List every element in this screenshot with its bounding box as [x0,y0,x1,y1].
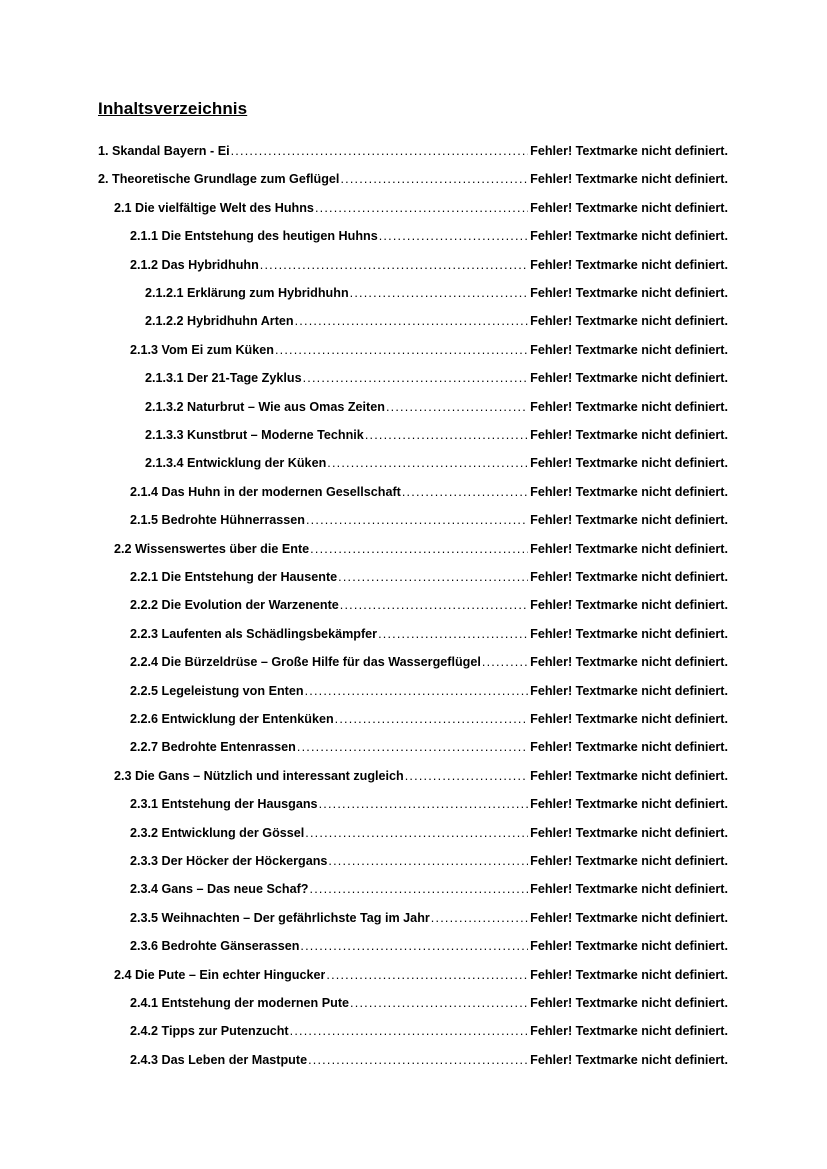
toc-dot-leader [305,822,528,844]
toc-page-reference: Fehler! Textmarke nicht definiert. [530,257,728,272]
toc-dot-leader [402,481,528,503]
toc-entry[interactable] [145,452,728,474]
toc-entry[interactable] [130,225,728,247]
toc-dot-leader [340,168,528,190]
toc-page-reference: Fehler! Textmarke nicht definiert. [530,513,728,528]
toc-page-reference: Fehler! Textmarke nicht definiert. [530,484,728,499]
toc-dot-leader [308,1049,528,1071]
toc-dot-leader [305,680,529,702]
toc-dot-leader [386,396,528,418]
toc-entry-label: 2.2 Wissenswertes über die Ente [114,541,310,556]
toc-page-reference: Fehler! Textmarke nicht definiert. [530,655,728,670]
toc-dot-leader [310,878,529,900]
toc-entry[interactable] [130,509,728,531]
toc-entry-label: 2.2.6 Entwicklung der Entenküken [130,712,334,726]
toc-entry-label: 2. Theoretische Grundlage zum Geflügel [98,172,340,187]
toc-dot-leader [431,907,528,929]
toc-dot-leader [260,254,528,276]
toc-dot-leader [327,452,528,474]
toc-dot-leader [350,992,528,1014]
toc-dot-leader [303,367,529,389]
toc-entry[interactable] [130,1020,728,1042]
toc-page-reference: Fehler! Textmarke nicht definiert. [530,570,728,584]
toc-page-reference: Fehler! Textmarke nicht definiert. [530,200,728,215]
toc-entry-label: 2.4.1 Entstehung der modernen Pute [130,996,350,1010]
toc-page-reference: Fehler! Textmarke nicht definiert. [530,286,728,300]
toc-entry-label: 2.3.2 Entwicklung der Gössel [130,825,305,840]
toc-dot-leader [350,282,529,304]
toc-entry[interactable] [114,964,728,986]
toc-page-reference: Fehler! Textmarke nicht definiert. [530,854,728,868]
toc-page-reference: Fehler! Textmarke nicht definiert. [530,456,728,471]
toc-entry-label: 2.1.2 Das Hybridhuhn [130,257,259,272]
toc-entry-label: 2.1.4 Das Huhn in der modernen Gesellschaft [130,484,401,499]
toc-dot-leader [338,566,528,588]
toc-entry-label: 2.1.3.1 Der 21-Tage Zyklus [145,371,302,386]
toc-entry[interactable] [145,310,728,332]
toc-entry-label: 2.3 Die Gans – Nützlich und interessant zugleich [114,768,404,783]
toc-entry-label: 2.2.7 Bedrohte Entenrassen [130,740,296,755]
toc-entry-label: 2.3.3 Der Höcker der Höckergans [130,854,328,868]
toc-entry-label: 2.3.1 Entstehung der Hausgans [130,797,318,812]
toc-entry[interactable] [130,481,728,503]
toc-entry-label: 2.2.2 Die Evolution der Warzenente [130,598,339,613]
toc-entry[interactable] [130,907,728,929]
toc-entry-label: 2.1.3 Vom Ei zum Küken [130,342,274,357]
toc-entry-label: 2.1.3.3 Kunstbrut – Moderne Technik [145,428,364,442]
toc-page-reference: Fehler! Textmarke nicht definiert. [530,598,728,613]
toc-entry[interactable] [114,765,728,787]
toc-entry[interactable] [145,424,728,446]
toc-entry-label: 2.4.2 Tipps zur Putenzucht [130,1024,289,1039]
toc-page-reference: Fehler! Textmarke nicht definiert. [530,342,728,357]
toc-entry[interactable] [130,680,728,702]
toc-entry[interactable] [114,538,728,560]
toc-entry-label: 2.2.5 Legeleistung von Enten [130,683,304,698]
toc-entry[interactable] [130,736,728,758]
toc-entry[interactable] [130,623,728,645]
toc-dot-leader [340,594,528,616]
toc-page-reference: Fehler! Textmarke nicht definiert. [530,172,728,187]
toc-dot-leader [405,765,528,787]
toc-entry-label: 1. Skandal Bayern - Ei [98,144,230,158]
toc-entry-label: 2.1.3.4 Entwicklung der Küken [145,456,327,471]
toc-entry-label: 2.1.3.2 Naturbrut – Wie aus Omas Zeiten [145,399,385,414]
toc-dot-leader [297,736,528,758]
toc-entry[interactable] [145,282,728,304]
toc-entry[interactable] [130,992,728,1014]
toc-dot-leader [328,850,528,872]
toc-dot-leader [326,964,528,986]
toc-dot-leader [335,708,529,730]
toc-page-reference: Fehler! Textmarke nicht definiert. [530,399,728,414]
page-title: Inhaltsverzeichnis [98,99,248,118]
toc-entry[interactable] [98,140,728,162]
toc-page-reference: Fehler! Textmarke nicht definiert. [530,428,728,442]
toc-entry[interactable] [130,254,728,276]
toc-entry-label: 2.1.5 Bedrohte Hühnerrassen [130,513,305,528]
toc-page-reference: Fehler! Textmarke nicht definiert. [530,740,728,755]
toc-dot-leader [231,140,529,162]
toc-dot-leader [306,509,528,531]
toc-entry-label: 2.1.1 Die Entstehung des heutigen Huhns [130,229,378,244]
toc-page-reference: Fehler! Textmarke nicht definiert. [530,683,728,698]
toc-page-reference: Fehler! Textmarke nicht definiert. [530,996,728,1010]
toc-entry[interactable] [130,651,728,673]
toc-entry-label: 2.3.4 Gans – Das neue Schaf? [130,882,309,897]
toc-dot-leader [300,935,528,957]
toc-page-reference: Fehler! Textmarke nicht definiert. [530,371,728,386]
toc-page-reference: Fehler! Textmarke nicht definiert. [530,825,728,840]
toc-page-reference: Fehler! Textmarke nicht definiert. [530,314,728,329]
toc-entry-label: 2.1.2.1 Erklärung zum Hybridhuhn [145,286,349,300]
toc-entry-label: 2.4 Die Pute – Ein echter Hingucker [114,967,326,982]
toc-entry-label: 2.4.3 Das Leben der Mastpute [130,1052,308,1067]
toc-page-reference: Fehler! Textmarke nicht definiert. [530,1024,728,1039]
toc-entry-label: 2.3.6 Bedrohte Gänserassen [130,939,300,954]
toc-entry[interactable] [130,594,728,616]
toc-entry[interactable] [130,1049,728,1071]
toc-dot-leader [290,1020,529,1042]
toc-entry[interactable] [130,708,728,730]
toc-page-reference: Fehler! Textmarke nicht definiert. [530,967,728,982]
toc-entry[interactable] [130,878,728,900]
toc-dot-leader [482,651,528,673]
toc-dot-leader [275,339,528,361]
toc-entry[interactable] [130,793,728,815]
toc-entry-label: 2.3.5 Weihnachten – Der gefährlichste Tag im Jahr [130,910,430,925]
toc-entry[interactable] [98,168,728,190]
toc-dot-leader [379,225,528,247]
toc-entry[interactable] [145,367,728,389]
toc-entry[interactable] [130,935,728,957]
toc-dot-leader [310,538,528,560]
toc-page-reference: Fehler! Textmarke nicht definiert. [530,910,728,925]
toc-entry[interactable] [145,396,728,418]
toc-page-reference: Fehler! Textmarke nicht definiert. [530,1052,728,1067]
toc-page-reference: Fehler! Textmarke nicht definiert. [530,939,728,954]
toc-dot-leader [315,197,528,219]
toc-dot-leader [365,424,528,446]
toc-page-reference: Fehler! Textmarke nicht definiert. [530,626,728,641]
toc-page-reference: Fehler! Textmarke nicht definiert. [530,797,728,812]
toc-entry[interactable] [114,197,728,219]
toc-page-reference: Fehler! Textmarke nicht definiert. [530,144,728,158]
toc-entry[interactable] [130,339,728,361]
toc-dot-leader [319,793,529,815]
toc-page-reference: Fehler! Textmarke nicht definiert. [530,712,728,726]
toc-page-reference: Fehler! Textmarke nicht definiert. [530,882,728,897]
toc-entry-label: 2.1 Die vielfältige Welt des Huhns [114,200,314,215]
toc-entry[interactable] [130,850,728,872]
toc-dot-leader [378,623,528,645]
toc-entry[interactable] [130,822,728,844]
toc-entry-label: 2.2.1 Die Entstehung der Hausente [130,570,338,584]
toc-page-reference: Fehler! Textmarke nicht definiert. [530,768,728,783]
toc-page-reference: Fehler! Textmarke nicht definiert. [530,541,728,556]
toc-entry[interactable] [130,566,728,588]
toc-page-reference: Fehler! Textmarke nicht definiert. [530,229,728,244]
toc-entry-label: 2.1.2.2 Hybridhuhn Arten [145,314,294,329]
toc-dot-leader [295,310,529,332]
toc-entry-label: 2.2.3 Laufenten als Schädlingsbekämpfer [130,626,378,641]
toc-entry-label: 2.2.4 Die Bürzeldrüse – Große Hilfe für das Wassergeflügel [130,655,481,670]
